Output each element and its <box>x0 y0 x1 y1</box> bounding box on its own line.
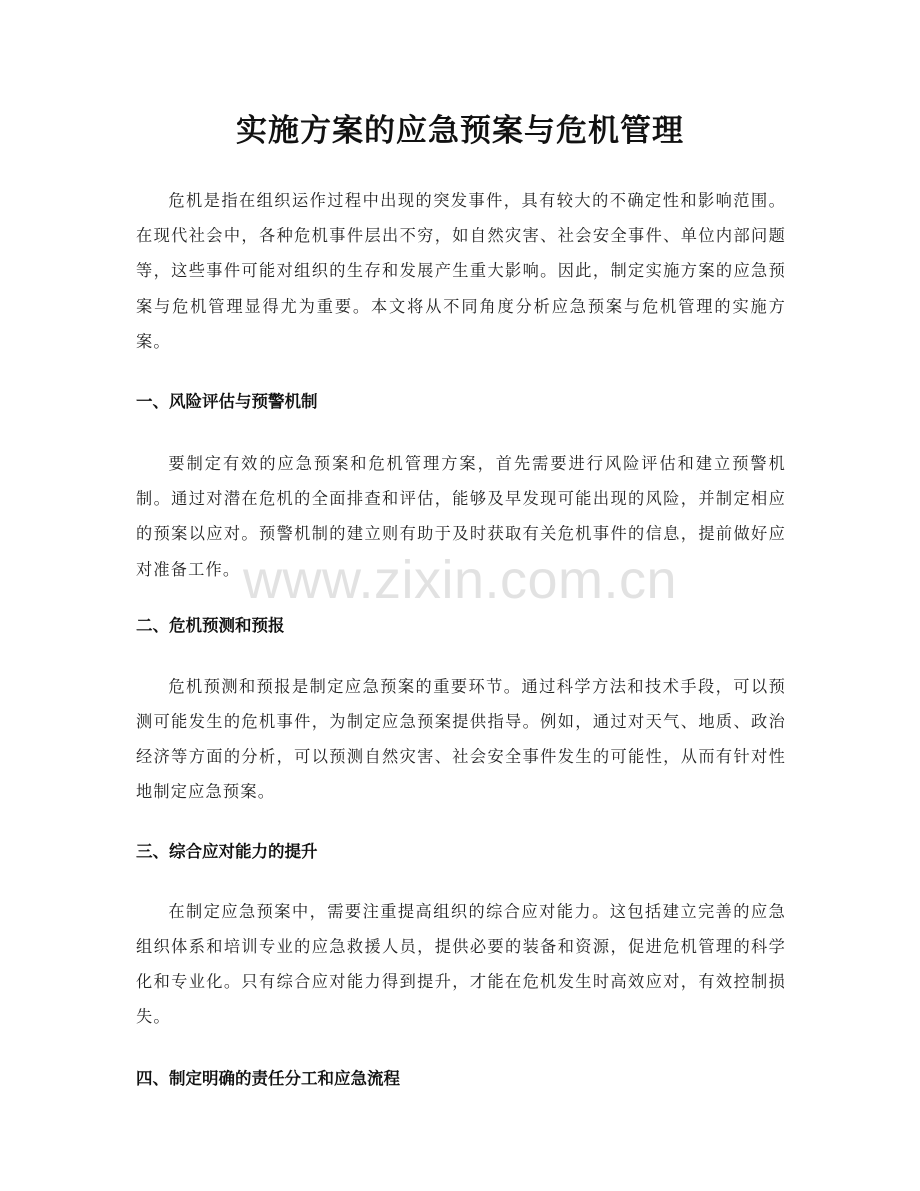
watermark-text: www.zixin.com.cn <box>242 550 678 610</box>
section-heading-2: 二、危机预测和预报 <box>136 615 285 635</box>
section-paragraph-2: 危机预测和预报是制定应急预案的重要环节。通过科学方法和技术手段，可以预测可能发生的危机事件，为制定应急预案提供指导。例如，通过对天气、地质、政治经济等方面的分析，可以预测自然灾害、社会安全事件发生的可能性，从而有针对性地制定应急预案。 <box>136 676 786 802</box>
document-title: 实施方案的应急预案与危机管理 <box>236 113 684 149</box>
section-paragraph-3: 在制定应急预案中，需要注重提高组织的综合应对能力。这包括建立完善的应急组织体系和培训专业的应急救援人员，提供必要的装备和资源，促进危机管理的科学化和专业化。只有综合应对能力得到提升，才能在危机发生时高效应对，有效控制损失。 <box>136 901 786 1027</box>
section-heading-3: 三、综合应对能力的提升 <box>136 841 318 861</box>
section-heading-1: 一、风险评估与预警机制 <box>136 392 318 412</box>
document-body <box>136 183 786 1091</box>
section-heading-4: 四、制定明确的责任分工和应急流程 <box>136 1069 400 1089</box>
section-paragraph-1: 要制定有效的应急预案和危机管理方案，首先需要进行风险评估和建立预警机制。通过对潜在危机的全面排查和评估，能够及早发现可能出现的风险，并制定相应的预案以应对。预警机制的建立则有助于及时获取有关危机事件的信息，提前做好应对准备工作。 <box>136 454 786 579</box>
intro-paragraph: 危机是指在组织运作过程中出现的突发事件，具有较大的不确定性和影响范围。在现代社会中，各种危机事件层出不穷，如自然灾害、社会安全事件、单位内部问题等，这些事件可能对组织的生存和发展产生重大影响。因此，制定实施方案的应急预案与危机管理显得尤为重要。本文将从不同角度分析应急预案与危机管理的实施方案。 <box>136 191 786 351</box>
